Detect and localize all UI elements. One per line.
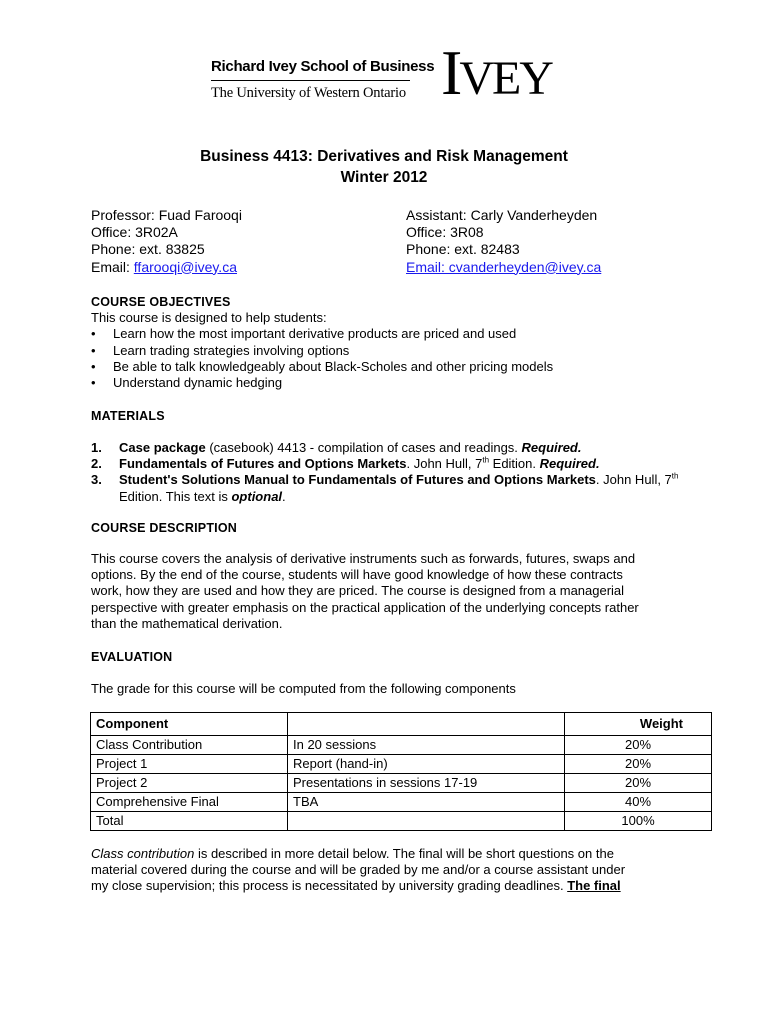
professor-office: Office: 3R02A bbox=[91, 224, 178, 241]
table-cell: 100% bbox=[565, 812, 712, 831]
table-cell: Presentations in sessions 17-19 bbox=[288, 774, 565, 793]
professor-name: Professor: Fuad Farooqi bbox=[91, 207, 242, 223]
objective-item: • Learn how the most important derivative products are priced and used bbox=[91, 326, 691, 342]
professor-phone: Phone: ext. 83825 bbox=[91, 241, 205, 258]
table-cell: Project 1 bbox=[91, 755, 288, 774]
description-line: perspective with greater emphasis on the practical application of the underlying concepts rather bbox=[91, 599, 639, 615]
objective-item: • Learn trading strategies involving options bbox=[91, 343, 691, 359]
ivey-logo-big: I bbox=[441, 37, 460, 108]
material-detail: . bbox=[282, 488, 286, 504]
material-title: Case package bbox=[119, 440, 206, 455]
objectives-section bbox=[91, 294, 691, 391]
table-cell: 20% bbox=[565, 774, 712, 793]
paragraph-text: is described in more detail below. The final will be short questions on the bbox=[194, 846, 614, 861]
material-item-1 bbox=[91, 440, 691, 456]
material-item-2 bbox=[91, 456, 691, 472]
table-cell: Class Contribution bbox=[91, 736, 288, 755]
description-line: than the mathematical derivation. bbox=[91, 615, 283, 631]
table-row bbox=[91, 793, 712, 812]
school-name: Richard Ivey School of Business bbox=[211, 58, 435, 75]
paragraph-line: material covered during the course and will be graded by me and/or a course assistant under bbox=[91, 862, 626, 878]
table-row bbox=[91, 774, 712, 793]
evaluation-heading: EVALUATION bbox=[91, 650, 173, 664]
professor-contact bbox=[91, 207, 242, 276]
required-label: Required. bbox=[521, 440, 582, 455]
paragraph-line bbox=[91, 878, 691, 894]
material-title: Student's Solutions Manual to Fundamentals of Futures and Options Markets bbox=[119, 472, 596, 488]
description-line: This course covers the analysis of derivative instruments such as forwards, futures, swaps and bbox=[91, 551, 636, 566]
material-number: 3. bbox=[91, 472, 102, 488]
required-label: Required. bbox=[539, 456, 600, 472]
table-cell: Project 2 bbox=[91, 774, 288, 793]
table-cell: Comprehensive Final bbox=[91, 793, 288, 812]
objective-item: • Be able to talk knowledgeably about Black-Scholes and other pricing models bbox=[91, 359, 691, 375]
column-header: Component bbox=[91, 713, 288, 736]
material-detail: . John Hull, 7 bbox=[406, 456, 483, 472]
table-header-row bbox=[91, 713, 712, 736]
table-cell: Total bbox=[91, 812, 288, 831]
paragraph-line bbox=[91, 846, 691, 862]
evaluation-intro: The grade for this course will be computed from the following components bbox=[91, 681, 516, 696]
material-number: 1. bbox=[91, 440, 102, 455]
evaluation-table bbox=[90, 712, 712, 831]
material-detail: Edition. bbox=[489, 456, 540, 472]
optional-label: optional bbox=[231, 488, 283, 504]
description-line: options. By the end of the course, students will have good knowledge of how these contracts bbox=[91, 567, 623, 583]
material-detail: Edition. This text is bbox=[119, 488, 232, 504]
school-divider bbox=[211, 80, 410, 81]
course-term: Winter 2012 bbox=[340, 169, 428, 186]
ivey-logo bbox=[441, 38, 552, 114]
university-name: The University of Western Ontario bbox=[211, 85, 406, 101]
professor-email-row bbox=[91, 259, 242, 276]
table-cell: 40% bbox=[565, 793, 712, 812]
paragraph-text: my close supervision; this process is necessitated by university grading deadlines. bbox=[91, 878, 568, 894]
material-detail: (casebook) 4413 - compilation of cases and readings. bbox=[205, 440, 522, 455]
class-contribution-term: Class contribution bbox=[91, 846, 195, 861]
school-name-block bbox=[211, 58, 434, 102]
course-title: Business 4413: Derivatives and Risk Management bbox=[200, 148, 568, 165]
column-header bbox=[288, 713, 565, 736]
material-title: Fundamentals of Futures and Options Markets bbox=[119, 456, 407, 472]
objectives-intro: This course is designed to help students: bbox=[91, 310, 327, 326]
table-row bbox=[91, 736, 712, 755]
table-row bbox=[91, 812, 712, 831]
professor-email-label: Email: bbox=[91, 258, 134, 275]
materials-list bbox=[91, 440, 691, 505]
material-item-3 bbox=[91, 472, 691, 504]
table-cell: In 20 sessions bbox=[288, 736, 565, 755]
ivey-logo-small: VEY bbox=[459, 52, 552, 105]
edition-sup: th bbox=[671, 472, 679, 482]
material-number: 2. bbox=[91, 456, 102, 472]
professor-email-link[interactable]: ffarooqi@ivey.ca bbox=[133, 258, 237, 275]
table-row bbox=[91, 755, 712, 774]
table-cell: TBA bbox=[288, 793, 565, 812]
description-line: work, how they are used and how they are priced. The course is designed from a managerial bbox=[91, 583, 625, 599]
the-final-emphasis: The final bbox=[567, 878, 621, 894]
edition-sup: th bbox=[482, 455, 490, 465]
column-header: Weight bbox=[565, 713, 712, 736]
assistant-name: Assistant: Carly Vanderheyden bbox=[406, 207, 598, 223]
materials-heading: MATERIALS bbox=[91, 409, 165, 423]
contribution-paragraph bbox=[91, 846, 691, 895]
table-cell: 20% bbox=[565, 755, 712, 774]
assistant-contact bbox=[406, 207, 601, 276]
description-paragraph bbox=[91, 551, 691, 632]
table-cell bbox=[288, 812, 565, 831]
table-cell: Report (hand-in) bbox=[288, 755, 565, 774]
material-detail: . John Hull, 7 bbox=[595, 472, 672, 488]
table-cell: 20% bbox=[565, 736, 712, 755]
objectives-heading: COURSE OBJECTIVES bbox=[91, 295, 231, 309]
assistant-phone: Phone: ext. 82483 bbox=[406, 241, 520, 258]
materials-section bbox=[91, 440, 691, 505]
objective-item: • Understand dynamic hedging bbox=[91, 375, 691, 391]
assistant-email-link[interactable]: Email: cvanderheyden@ivey.ca bbox=[406, 258, 602, 275]
assistant-office: Office: 3R08 bbox=[406, 224, 484, 241]
description-heading: COURSE DESCRIPTION bbox=[91, 521, 237, 535]
objectives-list bbox=[91, 326, 691, 391]
